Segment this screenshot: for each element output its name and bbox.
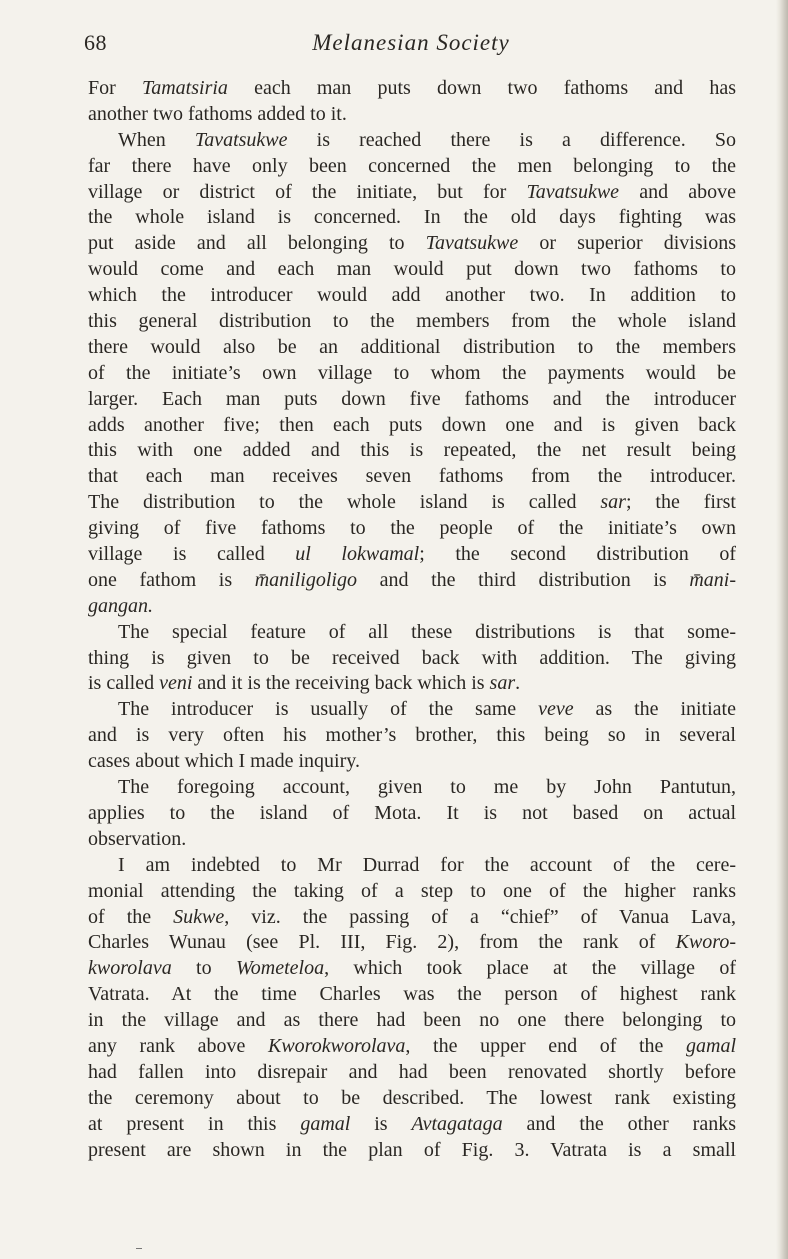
italic-term: Wometeloa (235, 957, 325, 980)
text-line (88, 361, 736, 387)
italic-term: sar (489, 672, 516, 695)
text-line (88, 335, 736, 361)
text-segment: ; the first (625, 491, 736, 514)
italic-term: Avtagataga (411, 1112, 503, 1135)
text-segment: village or district of the initiate, but for (88, 180, 527, 203)
text-line (88, 102, 736, 128)
text-segment: there would also be an additional distribution to the members (88, 335, 736, 358)
text-segment: put aside and all belonging to (88, 232, 426, 255)
text-line (88, 853, 736, 879)
italic-term: Kworokworolava (268, 1034, 406, 1057)
text-segment: and above (619, 180, 736, 203)
text-segment: and is very often his mother’s brother, this being so in several (88, 724, 736, 747)
text-segment: at present in this (88, 1112, 301, 1135)
text-segment: cases about which I made inquiry. (88, 750, 360, 773)
text-segment: as the initiate (573, 698, 736, 721)
text-segment: any rank above (88, 1034, 268, 1057)
text-segment: another two fathoms added to it. (88, 102, 347, 125)
text-segment: applies to the island of Mota. It is not based on actual (88, 801, 736, 824)
text-segment: . (515, 672, 521, 695)
text-line (88, 905, 736, 931)
print-mark (136, 1248, 142, 1249)
italic-term: sar (600, 491, 626, 514)
text-segment: , the upper end of the (405, 1034, 686, 1057)
text-segment: The foregoing account, given to me by John Pantutun, (118, 776, 736, 799)
text-line (88, 154, 736, 180)
text-segment: in the village and as there had been no one there belonging to (88, 1009, 736, 1032)
text-line (88, 490, 736, 516)
text-segment: When (118, 128, 195, 151)
text-line (88, 1086, 736, 1112)
text-segment: village is called (88, 543, 296, 566)
text-line (88, 438, 736, 464)
text-segment: I am indebted to Mr Durrad for the account of the cere- (118, 853, 736, 876)
text-line (88, 309, 736, 335)
italic-term: Kworo- (675, 931, 736, 954)
text-segment: which the introducer would add another two. In addition to (88, 284, 736, 307)
text-line (88, 671, 736, 697)
italic-term: Tavatsukwe (425, 232, 519, 255)
text-segment: and it is the receiving back which is (192, 672, 490, 695)
text-segment: would come and each man would put down two fathoms to (88, 258, 736, 281)
text-line (88, 1060, 736, 1086)
italic-term: veni (159, 672, 193, 695)
text-segment: is called (88, 672, 160, 695)
text-segment: to (171, 957, 236, 980)
text-segment: The introducer is usually of the same (118, 698, 539, 721)
text-line (88, 697, 736, 723)
text-segment: , which took place at the village of (324, 957, 736, 980)
text-segment: or superior divisions (518, 232, 736, 255)
italic-term: Sukwe (173, 905, 225, 928)
text-segment: , viz. the passing of a “chief” of Vanua Lava, (224, 905, 736, 928)
text-segment: present are shown in the plan of Fig. 3. Vatrata is a small (88, 1138, 736, 1161)
italic-term: kworolava (88, 957, 172, 980)
text-segment: the ceremony about to be described. The lowest rank existing (88, 1086, 736, 1109)
text-line (88, 231, 736, 257)
italic-term: Tamatsiria (141, 77, 228, 99)
text-line (88, 76, 736, 102)
text-segment: is reached there is a difference. So (287, 128, 736, 151)
text-segment: observation. (88, 827, 187, 850)
text-line (88, 930, 736, 956)
text-line (88, 283, 736, 309)
text-line (88, 879, 736, 905)
running-title: Melanesian Society (312, 30, 510, 55)
italic-term: ul lokwamal (295, 543, 420, 566)
italic-term: gamal (686, 1034, 736, 1057)
text-line (88, 387, 736, 413)
italic-term: veve (538, 698, 574, 721)
text-line (88, 723, 736, 749)
page-number: 68 (84, 30, 107, 55)
body-text (88, 76, 736, 1163)
text-segment: larger. Each man puts down five fathoms and the introducer (88, 387, 736, 410)
text-line (88, 956, 736, 982)
italic-term: gamal (300, 1112, 351, 1135)
text-line (88, 516, 736, 542)
italic-term: Tavatsukwe (526, 180, 620, 203)
text-segment: each man puts down two fathoms and has (227, 77, 736, 99)
text-segment: adds another five; then each puts down one and is given back (88, 413, 736, 436)
text-line (88, 749, 736, 775)
text-line (88, 801, 736, 827)
text-line (88, 568, 736, 594)
text-segment: is (350, 1112, 412, 1135)
text-line (88, 594, 736, 620)
text-segment: and the other ranks (502, 1112, 736, 1135)
text-line (88, 646, 736, 672)
text-line (88, 1138, 736, 1164)
text-segment: of the initiate’s own village to whom the payments would be (88, 361, 736, 384)
text-line (88, 180, 736, 206)
italic-term: gangan. (88, 594, 153, 617)
text-segment: Charles Wunau (see Pl. III, Fig. 2), from the rank of (88, 931, 676, 954)
text-line (88, 775, 736, 801)
text-line (88, 257, 736, 283)
text-line (88, 205, 736, 231)
text-segment: had fallen into disrepair and had been renovated shortly before (88, 1060, 736, 1083)
page-edge-shadow (776, 0, 788, 1259)
text-line (88, 982, 736, 1008)
italic-term: m̄aniligoligo (254, 568, 357, 591)
text-segment: thing is given to be received back with addition. The giving (88, 646, 736, 669)
text-segment: this general distribution to the members from the whole island (88, 310, 736, 333)
text-segment: this with one added and this is repeated, the net result being (88, 439, 736, 462)
text-line (88, 1112, 736, 1138)
text-segment: monial attending the taking of a step to one of the higher ranks (88, 879, 736, 902)
text-segment: that each man receives seven fathoms from the introducer. (88, 465, 736, 488)
text-segment: giving of five fathoms to the people of the initiate’s own (88, 517, 736, 540)
text-line (88, 1008, 736, 1034)
text-line (88, 620, 736, 646)
text-segment: and the third distribution is (356, 568, 690, 591)
text-segment: Vatrata. At the time Charles was the person of highest rank (88, 983, 736, 1006)
text-segment: one fathom is (88, 568, 255, 591)
text-line (88, 413, 736, 439)
text-line (88, 542, 736, 568)
text-segment: far there have only been concerned the men belonging to the (88, 154, 736, 177)
text-segment: of the (88, 905, 174, 928)
italic-term: Tavatsukwe (194, 128, 288, 151)
text-line (88, 1034, 736, 1060)
text-segment: the whole island is concerned. In the old days fighting was (88, 206, 736, 229)
text-line (88, 464, 736, 490)
text-segment: The special feature of all these distributions is that some- (118, 620, 736, 643)
text-line (88, 827, 736, 853)
page-header (84, 30, 738, 60)
text-line (88, 128, 736, 154)
text-segment: For (88, 77, 142, 99)
text-segment: ; the second distribution of (419, 543, 736, 566)
italic-term: m̄ani- (689, 568, 736, 591)
text-segment: The distribution to the whole island is called (88, 491, 601, 514)
